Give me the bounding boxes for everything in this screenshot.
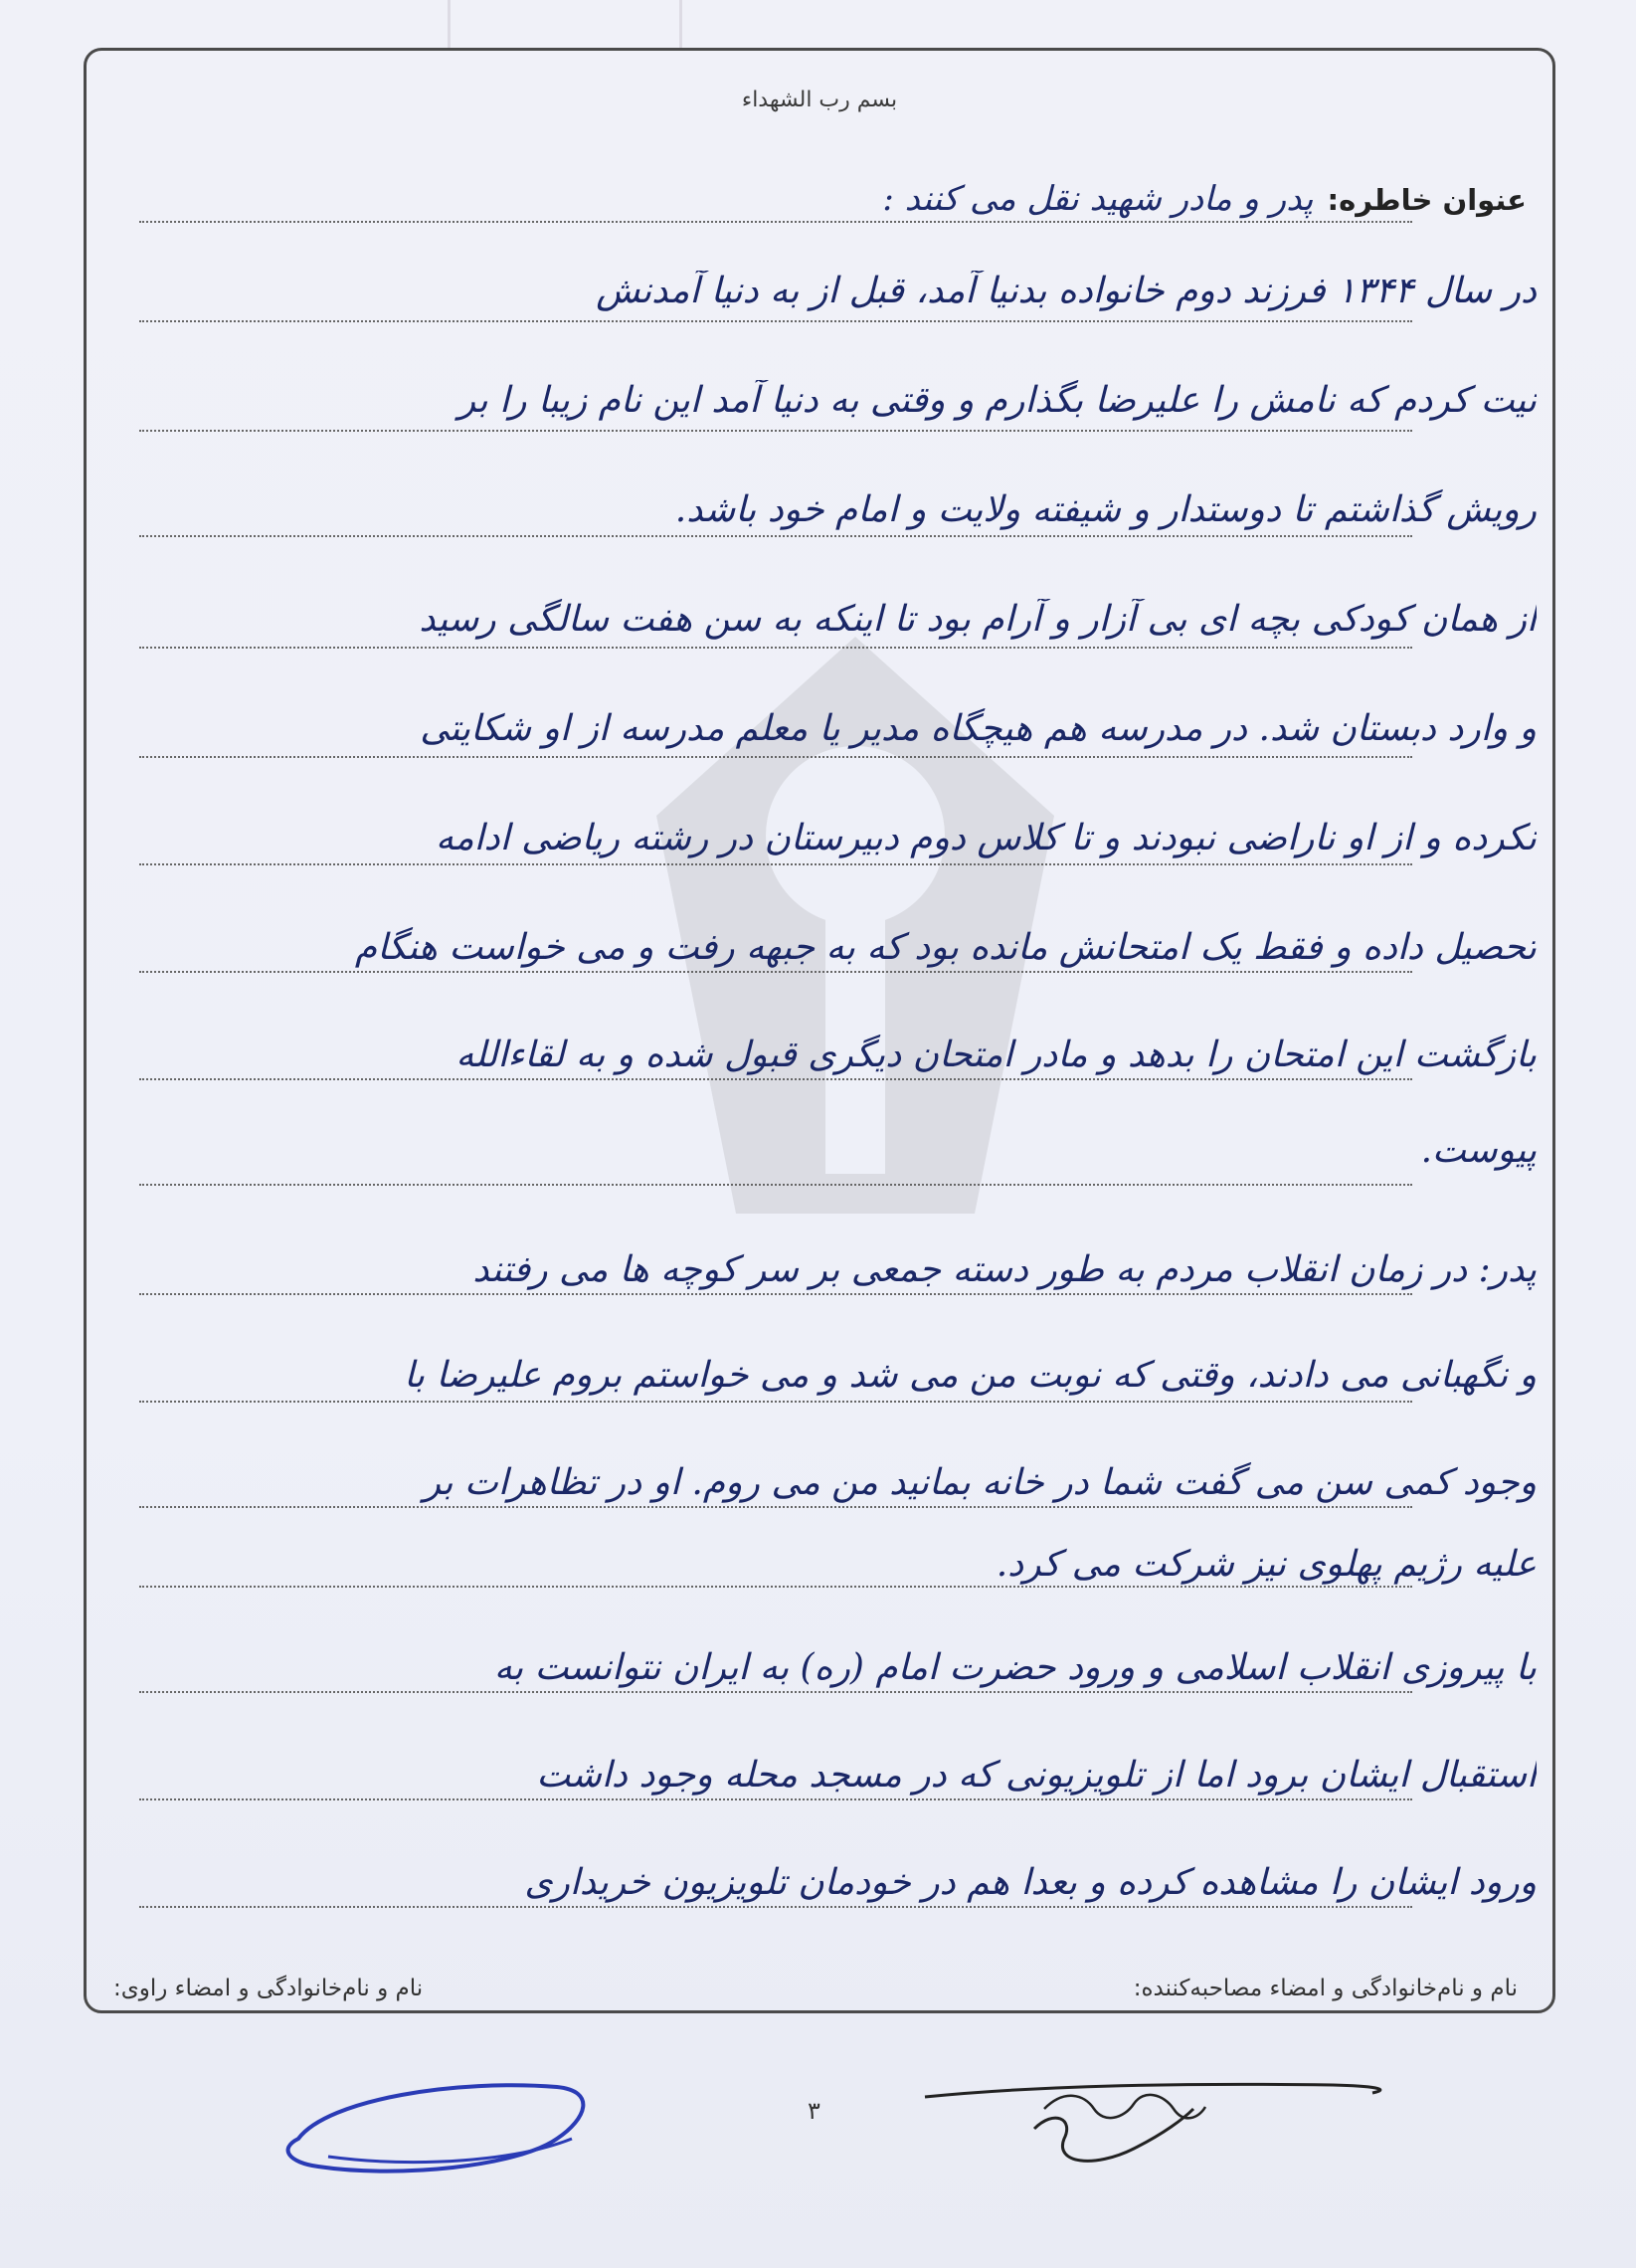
ruled-line bbox=[139, 221, 1412, 223]
ruled-line bbox=[139, 1184, 1412, 1186]
handwritten-line: در سال ۱۳۴۴ فرزند دوم خانواده بدنیا آمد، قبل از به دنیا آمدنش bbox=[596, 271, 1537, 311]
signature-name-graphic bbox=[1034, 2069, 1213, 2139]
handwritten-line: علیه رژیم پهلوی نیز شرکت می کرد. bbox=[996, 1544, 1537, 1585]
ruled-line bbox=[139, 320, 1412, 322]
ruled-line bbox=[139, 863, 1412, 865]
ruled-line bbox=[139, 1401, 1412, 1403]
memoir-title-label: عنوان خاطره: bbox=[1327, 183, 1527, 217]
page-number: ۳ bbox=[808, 2097, 820, 2125]
handwritten-line: رویش گذاشتم تا دوستدار و شیفته ولایت و امام خود باشد. bbox=[674, 489, 1537, 530]
ruled-line bbox=[139, 756, 1412, 758]
handwritten-line: استقبال ایشان برود اما از تلویزیونی که در مسجد محله وجود داشت bbox=[536, 1755, 1537, 1796]
handwritten-line: با پیروزی انقلاب اسلامی و ورود حضرت امام (ره) به ایران نتوانست به bbox=[493, 1647, 1537, 1688]
memoir-title-value: پدر و مادر شهید نقل می کنند : bbox=[882, 179, 1314, 219]
ruled-line bbox=[139, 1906, 1412, 1908]
ruled-line bbox=[139, 430, 1412, 432]
ruled-line bbox=[139, 647, 1412, 649]
handwritten-line: و نگهبانی می دادند، وقتی که نوبت من می شد و می خواستم بروم علیرضا با bbox=[404, 1355, 1537, 1396]
handwritten-line: تحصیل داده و فقط یک امتحانش مانده بود که به جبهه رفت و می خواست هنگام bbox=[354, 927, 1537, 968]
ruled-line bbox=[139, 971, 1412, 973]
ruled-line bbox=[139, 1293, 1412, 1295]
handwritten-line: نکرده و از او ناراضی نبودند و تا کلاس دوم دبیرستان در رشته ریاضی ادامه bbox=[436, 818, 1537, 858]
handwritten-line: پدر: در زمان انقلاب مردم به طور دسته جمعی بر سر کوچه ها می رفتند bbox=[472, 1249, 1537, 1290]
interviewer-signature-label: نام و نام‌خانوادگی و امضاء مصاحبه‌کننده: bbox=[1133, 1976, 1518, 2001]
signature-labels-row bbox=[99, 1976, 1532, 2001]
ruled-line bbox=[139, 1586, 1412, 1588]
ruled-line bbox=[139, 1691, 1412, 1693]
memoir-title-row bbox=[882, 179, 1527, 219]
handwritten-line: وجود کمی سن می گفت شما در خانه بمانید من می روم. او در تظاهرات بر bbox=[423, 1462, 1537, 1503]
handwritten-line: پیوست. bbox=[1420, 1130, 1537, 1171]
narrator-signature-label: نام و نام‌خانوادگی و امضاء راوی: bbox=[113, 1976, 424, 2001]
handwritten-line: ورود ایشان را مشاهده کرده و بعدا هم در خودمان تلویزیون خریداری bbox=[524, 1862, 1537, 1903]
handwritten-line: از همان کودکی بچه ای بی آزار و آرام بود تا اینکه به سن هفت سالگی رسید bbox=[419, 599, 1537, 640]
handwritten-line: نیت کردم که نامش را علیرضا بگذارم و وقتی به دنیا آمد این نام زیبا را بر bbox=[457, 380, 1537, 421]
ruled-line bbox=[139, 1078, 1412, 1080]
basmala-header: بسم رب الشهداء bbox=[741, 88, 898, 112]
handwritten-line: و وارد دبستان شد. در مدرسه هم هیچگاه مدیر یا معلم مدرسه از او شکایتی bbox=[420, 708, 1537, 749]
bleed-through-stamp bbox=[448, 0, 682, 51]
ruled-line bbox=[139, 535, 1412, 537]
ruled-line bbox=[139, 1798, 1412, 1800]
handwritten-line: بازگشت این امتحان را بدهد و مادر امتحان دیگری قبول شده و به لقاءالله bbox=[455, 1035, 1537, 1075]
ruled-line bbox=[139, 1506, 1412, 1508]
